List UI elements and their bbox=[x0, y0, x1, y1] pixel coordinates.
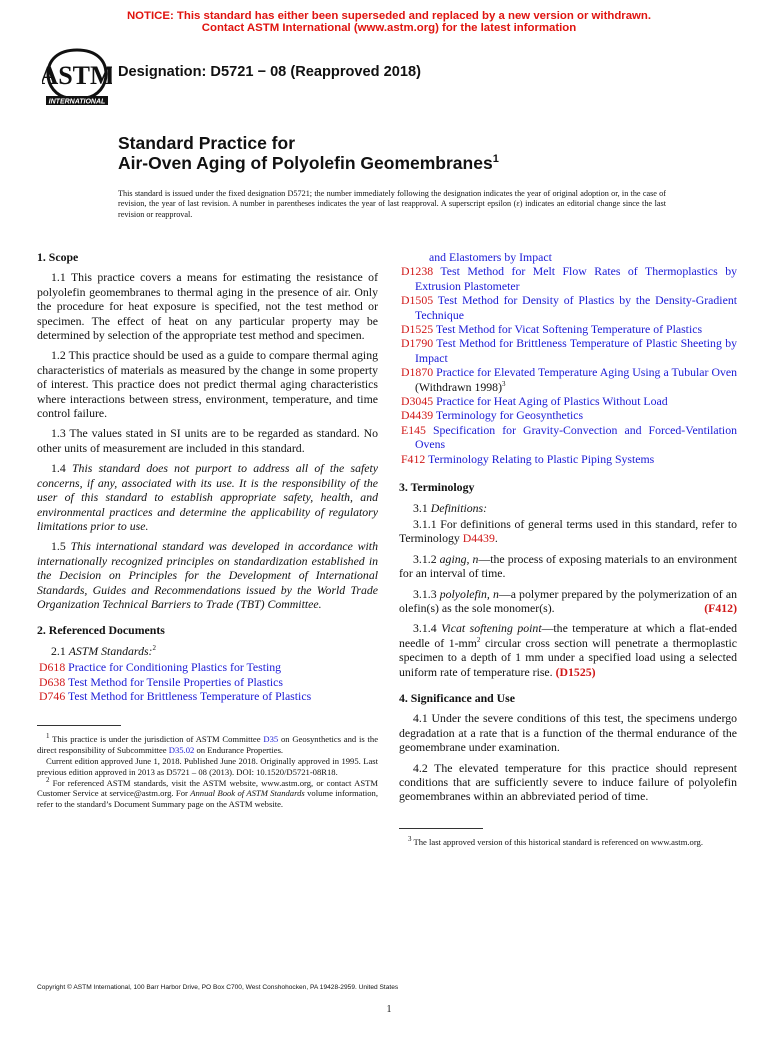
ref-title-link[interactable]: Specification for Gravity-Convection and Forced-Ventilation Ovens bbox=[415, 422, 737, 452]
ref-item-f412 bbox=[401, 452, 737, 466]
significance-heading: 4. Significance and Use bbox=[399, 690, 516, 705]
ref-item-d638 bbox=[39, 675, 378, 689]
terminology-3-1-3: 3.1.3 polyolefin, n—a polymer prepared by the polymerization of an olefin(s) as the sole monomer(s). (F412) bbox=[399, 586, 737, 615]
ref-code-link[interactable]: D4439 bbox=[401, 408, 434, 423]
ref-code-link[interactable]: D1790 bbox=[401, 336, 434, 351]
ref-title-link[interactable]: Terminology for Geosynthetics bbox=[435, 408, 584, 423]
astm-logo-icon bbox=[42, 46, 112, 108]
footnote-1: $^1$ This practice is under the jurisdiction of ASTM Committee D35 on Geosynthetics and is the direct responsibility of Subcommittee D35.02 on Endurance Properties. bbox=[37, 732, 379, 755]
ref-code-link[interactable]: D1870 bbox=[401, 365, 434, 380]
ref-code-link[interactable]: D618 bbox=[39, 660, 66, 675]
scope-1-2: 1.2 This practice should be used as a guide to compare thermal aging characteristics of materials as measured by the change in some property of interest. This practice does not predict thermal aging characteristics where interactions between stress, environment, temperature, and time control failure. bbox=[37, 348, 378, 421]
ref-item-d4439 bbox=[401, 408, 737, 422]
terminology-3-1-4: 3.1.4 Vicat softening point—the temperature at which a flat-ended needle of $1-mm^2$ circular cross section will penetrate a thermoplastic specimen to a depth of 1 mm under a specified load using a selected uniform rate of temperature rise. (D1525) bbox=[399, 621, 737, 679]
ref-item-d746 bbox=[39, 689, 378, 703]
footnote-divider bbox=[399, 828, 483, 829]
ref-title-link[interactable]: Practice for Elevated Temperature Aging Using a Tubular Oven bbox=[436, 365, 737, 380]
notice-line-2: Contact ASTM International (www.astm.org) for the latest information bbox=[201, 22, 577, 34]
scope-1-3: 1.3 The values stated in SI units are to be regarded as standard. No other units of measurement are included in this standard. bbox=[37, 426, 378, 455]
ref-code-link[interactable]: D1238 bbox=[401, 264, 434, 279]
ref-title-link[interactable]: Test Method for Tensile Properties of Plastics bbox=[67, 674, 283, 689]
withdrawal-notice bbox=[0, 10, 778, 34]
ref-code-link[interactable]: E145 bbox=[401, 422, 426, 437]
ref-title-link[interactable]: Terminology Relating to Plastic Piping Systems bbox=[428, 451, 655, 466]
ref-title-link[interactable]: Test Method for Vicat Softening Temperature of Plastics bbox=[435, 322, 703, 337]
ref-title-link[interactable]: Test Method for Density of Plastics by the Density-Gradient Technique bbox=[415, 293, 737, 322]
significance-4-1: 4.1 Under the severe conditions of this test, the specimens undergo degradation at a rate that is a function of the thermal endurance of the geomembrane under examination. bbox=[399, 711, 737, 755]
scope-1-5: 1.5 This international standard was developed in accordance with internationally recognized principles on standardization established in the Decision on Principles for the Development of International Standards, Guides and Recommendations issued by the World Trade Organization Technical Barriers to Trade (TBT) Committee. bbox=[37, 539, 378, 611]
footnote-1-edition: Current edition approved June 1, 2018. Published June 2018. Originally approved in 1995. Last previous edition approved in 2013 as D5721 – 08 (2013). DOI: 10.1520/D5721-08R18. bbox=[37, 756, 378, 777]
footnote-2: $^2$ For referenced ASTM standards, visit the ASTM website, www.astm.org, or contact ASTM Customer Service at service@astm.org. For Annual Book of ASTM Standards volume information, refer to the standard’s Document Summary page on the ASTM website. bbox=[37, 776, 378, 809]
scope-1-4: 1.4 This standard does not purport to address all of the safety concerns, if any, associated with its use. It is the responsibility of the user of this standard to establish appropriate safety, health, and environmental practices and determine the applicability of regulatory limitations prior to use. bbox=[37, 461, 378, 533]
ref-item-d1238 bbox=[401, 264, 737, 293]
refdocs-2-1: 2.1 ASTM Standards:$^2$ bbox=[51, 643, 156, 658]
title-line-2: Air-Oven Aging of Polyolefin Geomembranes$^1$ bbox=[118, 153, 499, 173]
column-right bbox=[399, 250, 737, 848]
notice-line-1: NOTICE: This standard has either been superseded and replaced by a new version or withdrawn. bbox=[126, 10, 652, 22]
svg-text:INTERNATIONAL: INTERNATIONAL bbox=[48, 98, 106, 106]
terminology-heading: 3. Terminology bbox=[399, 480, 475, 495]
refdocs-heading: 2. Referenced Documents bbox=[37, 623, 165, 638]
title-line-1: Standard Practice for bbox=[118, 133, 295, 153]
ref-title-link[interactable]: Test Method for Melt Flow Rates of Thermoplastics by Extrusion Plastometer bbox=[415, 264, 737, 293]
significance-4-2: 4.2 The elevated temperature for this practice should represent conditions that are sufficiently severe to induce failure of polyolefin geomembranes within an abbreviated period of time. bbox=[399, 760, 737, 804]
scope-heading: 1. Scope bbox=[37, 250, 79, 264]
ref-item-d1790 bbox=[401, 336, 737, 365]
d1525-link[interactable]: (D1525) bbox=[555, 664, 596, 679]
terminology-3-1-2: 3.1.2 aging, n—the process of exposing materials to an environment for an interval of time. bbox=[399, 551, 738, 581]
issued-note: This standard is issued under the fixed designation D5721; the number immediately following the designation indicates the year of original adoption or, in the case of revision, the year of last revision. A number in parentheses indicates the year of last reapproval. A superscript epsilon (ε) indicates an editorial change since the last revision or reapproval. bbox=[118, 189, 666, 219]
ref-title-link[interactable]: Test Method for Brittleness Temperature of Plastics bbox=[67, 688, 312, 703]
ref-code-link[interactable]: D638 bbox=[39, 674, 66, 689]
ref-code-link[interactable]: D1505 bbox=[401, 293, 434, 308]
ref-list-left bbox=[37, 660, 378, 703]
terminology-3-1: 3.1 Definitions: bbox=[413, 500, 488, 515]
ref-list-right bbox=[399, 250, 737, 466]
terminology-3-1-1: 3.1.1 For definitions of general terms used in this standard, refer to Terminology D4439. bbox=[399, 516, 737, 546]
ref-code-link[interactable]: F412 bbox=[401, 451, 426, 466]
document-title bbox=[118, 133, 499, 173]
ref-item-d1505 bbox=[401, 293, 737, 322]
ref-code-link[interactable]: D3045 bbox=[401, 394, 434, 409]
ref-title-link[interactable]: Practice for Conditioning Plastics for Testing bbox=[68, 660, 282, 675]
scope-1-1: 1.1 This practice covers a means for estimating the resistance of polyolefin geomembranes to thermal aging in the presence of air. Only the procedure for heat exposure is specified, not the test method or specimen. The effect of heat on any particular property may be determined by selection of the appropriate test method and specimen. bbox=[37, 270, 378, 343]
designation: Designation: D5721 − 08 (Reapproved 2018) bbox=[118, 64, 421, 80]
column-left bbox=[37, 250, 378, 810]
copyright-line: Copyright © ASTM International, 100 Barr Harbor Drive, PO Box C700, West Conshohocken, PA 19428-2959. United States bbox=[37, 984, 399, 991]
ref-code-link[interactable]: D746 bbox=[39, 688, 66, 703]
ref-title-link[interactable]: Practice for Heat Aging of Plastics Without Load bbox=[436, 394, 668, 409]
committee-link[interactable]: D35 bbox=[263, 734, 279, 745]
ref-title-link[interactable]: Test Method for Brittleness Temperature of Plastic Sheeting by Impact bbox=[415, 336, 737, 365]
ref-item-d618 bbox=[39, 660, 378, 674]
subcommittee-link[interactable]: D35.02 bbox=[168, 744, 195, 755]
ref-item-e145 bbox=[401, 423, 737, 452]
ref-item-d1525 bbox=[401, 322, 737, 336]
ref-code-link[interactable]: D1525 bbox=[401, 322, 434, 337]
ref-item-d1870: D1870 Practice for Elevated Temperature Aging Using a Tubular Oven (Withdrawn 1998)$^3$ bbox=[401, 365, 737, 394]
f412-link[interactable]: (F412) bbox=[704, 600, 737, 615]
footnote-divider bbox=[37, 725, 121, 726]
svg-text:ASTM: ASTM bbox=[42, 61, 112, 90]
ref-item-d3045 bbox=[401, 394, 737, 408]
page-number: 1 bbox=[386, 1004, 392, 1015]
footnote-3: $^3$ The last approved version of this historical standard is referenced on www.astm.org. bbox=[408, 834, 703, 847]
ref-continuation[interactable]: and Elastomers by Impact bbox=[429, 250, 552, 264]
d4439-link[interactable]: D4439 bbox=[462, 531, 495, 546]
